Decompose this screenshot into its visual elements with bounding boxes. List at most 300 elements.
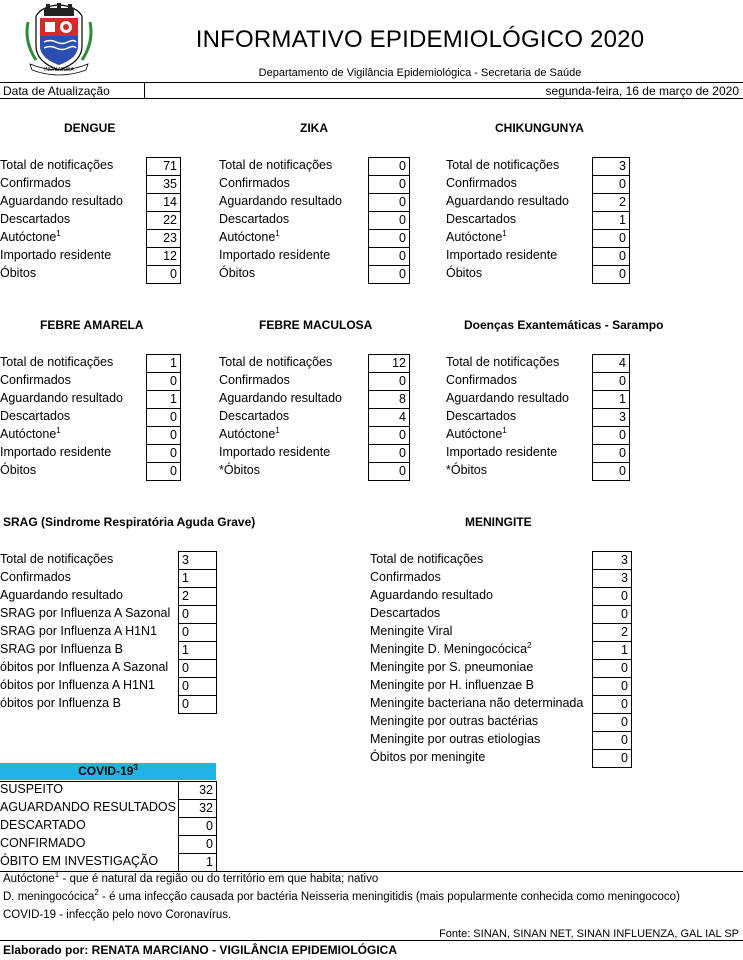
value-cell: 0 [368, 426, 410, 444]
value-cell: 1 [178, 641, 217, 659]
value-cell: 0 [146, 462, 181, 481]
table-row [0, 853, 219, 871]
row-label [219, 248, 330, 262]
row-label-text: Descartados [0, 409, 71, 423]
value-cell: 0 [592, 229, 630, 247]
value-cell: 0 [178, 605, 217, 623]
row-label [0, 445, 111, 459]
row-label-text: Descartados [370, 606, 441, 620]
row-label [219, 427, 280, 441]
table-row [0, 781, 219, 799]
row-label-text: Confirmados [370, 570, 441, 584]
row-label-text: Meningite bacteriana não determinada [370, 696, 584, 710]
row-label-text: Aguardando resultado [370, 588, 494, 602]
row-label [219, 391, 342, 405]
table-row [446, 354, 632, 372]
row-label [0, 836, 85, 850]
section-title: CHIKUNGUNYA [495, 121, 584, 135]
row-label-text: SUSPEITO [0, 782, 63, 796]
row-label [0, 427, 61, 441]
row-label-text: Aguardando resultado [219, 194, 343, 208]
row-label-text: Óbitos [446, 266, 483, 280]
value-cell: 0 [178, 659, 217, 677]
table-row [0, 265, 183, 283]
notes-divider [0, 871, 743, 872]
table-row [219, 462, 412, 480]
value-cell: 0 [592, 713, 632, 731]
table-row [370, 551, 634, 569]
value-cell: 0 [368, 229, 410, 247]
row-label [370, 552, 483, 566]
row-label-text: *Óbitos [219, 463, 260, 477]
row-label-text: Total de notificações [370, 552, 484, 566]
table-row [370, 605, 634, 623]
value-cell: 0 [592, 605, 632, 623]
table-row [446, 175, 632, 193]
table-row [0, 835, 219, 853]
table-row [219, 265, 412, 283]
value-cell: 0 [368, 372, 410, 390]
table-row [446, 211, 632, 229]
value-cell: 0 [592, 587, 632, 605]
section-title: MENINGITE [465, 515, 532, 529]
table-row [446, 372, 632, 390]
row-label-text: Confirmados [219, 373, 290, 387]
row-label-text: Total de notificações [446, 158, 560, 172]
row-label-text: SRAG por Influenza A H1N1 [0, 624, 158, 638]
table-row [0, 695, 219, 713]
value-cell: 0 [146, 426, 181, 444]
value-cell: 0 [368, 462, 410, 481]
row-label [219, 266, 255, 280]
table-row [0, 551, 219, 569]
value-cell: 0 [592, 175, 630, 193]
row-label [446, 266, 482, 280]
row-label [370, 570, 441, 584]
table-row [446, 462, 632, 480]
row-label [0, 800, 176, 814]
row-label-text: Meningite D. Meningocócica [370, 642, 528, 656]
logo-text: INDAIATUBA [44, 67, 74, 73]
value-cell: 0 [592, 444, 630, 462]
row-label-text: óbitos por Influenza B [0, 696, 121, 710]
row-label [0, 176, 71, 190]
value-cell: 1 [178, 853, 217, 872]
table-row [370, 749, 634, 767]
row-label-text: Autóctone [219, 230, 276, 244]
table-row [446, 408, 632, 426]
update-row [0, 82, 743, 99]
table-row [0, 354, 183, 372]
row-label-text: Meningite por outras etiologias [370, 732, 541, 746]
row-label-text: Total de notificações [0, 355, 114, 369]
row-label-text: Importado residente [219, 445, 331, 459]
table-row [370, 677, 634, 695]
row-label-text: Autóctone [446, 427, 503, 441]
note-autoctone-text: - que é natural da região ou do território em que habita; nativo [59, 873, 379, 885]
row-label-text: Confirmados [0, 570, 71, 584]
table-row [219, 354, 412, 372]
table-row [0, 390, 183, 408]
row-label-text: DESCARTADO [0, 818, 86, 832]
value-cell: 0 [368, 157, 410, 175]
row-label [446, 230, 507, 244]
row-label-text: Confirmados [219, 176, 290, 190]
table-row [446, 390, 632, 408]
value-cell: 8 [368, 390, 410, 408]
row-label-text: Autóctone [0, 230, 57, 244]
value-cell: 0 [592, 677, 632, 695]
row-label [0, 230, 61, 244]
row-label-text: SRAG por Influenza B [0, 642, 123, 656]
row-label-text: Autóctone [219, 427, 276, 441]
table-row [0, 659, 219, 677]
table-row [370, 731, 634, 749]
table-row [446, 193, 632, 211]
row-label [219, 212, 289, 226]
table-row [0, 462, 183, 480]
row-label-text: Total de notificações [0, 158, 114, 172]
row-label-text: Confirmados [0, 373, 71, 387]
table-row [0, 641, 219, 659]
row-label-text: SRAG por Influenza A Sazonal [0, 606, 171, 620]
row-label-text: Aguardando resultado [446, 194, 570, 208]
value-cell: 0 [178, 677, 217, 695]
row-label-text: Descartados [219, 212, 290, 226]
table-row [219, 211, 412, 229]
section-title: DENGUE [64, 121, 116, 135]
row-label-text: ÓBITO EM INVESTIGAÇÃO [0, 854, 159, 868]
value-cell: 35 [146, 175, 181, 193]
row-label [0, 696, 121, 710]
row-label [219, 463, 260, 477]
footnote-marker: 2 [527, 640, 532, 650]
table-row [0, 229, 183, 247]
footnote-marker: 1 [502, 425, 507, 435]
value-cell: 0 [592, 659, 632, 677]
value-cell: 0 [368, 265, 410, 284]
value-cell: 3 [178, 551, 217, 569]
row-label-text: Aguardando resultado [219, 391, 343, 405]
value-cell: 0 [146, 408, 181, 426]
row-label-text: Meningite Viral [370, 624, 453, 638]
row-label-text: Confirmados [446, 176, 517, 190]
row-label [219, 355, 332, 369]
page-title: INFORMATIVO EPIDEMIOLÓGICO 2020 [195, 26, 645, 53]
value-cell: 0 [592, 247, 630, 265]
row-label [446, 176, 517, 190]
table-row [370, 713, 634, 731]
table-row [0, 193, 183, 211]
row-label-text: Meningite por outras bactérias [370, 714, 539, 728]
author-divider [0, 940, 743, 941]
row-label-text: Descartados [0, 212, 71, 226]
note-meningo-text: - é uma infecção causada por bactéria Neisseria meningitidis (mais popularmente conhecida como meningococo) [98, 891, 680, 903]
row-label [0, 782, 63, 796]
value-cell: 0 [368, 193, 410, 211]
row-label [446, 463, 487, 477]
table-row [0, 444, 183, 462]
value-cell: 4 [592, 354, 630, 372]
row-label [219, 194, 342, 208]
row-label [370, 750, 485, 764]
table-row [370, 695, 634, 713]
row-label-text: Importado residente [0, 248, 112, 262]
row-label [219, 158, 332, 172]
table-row [446, 265, 632, 283]
covid-header [0, 763, 216, 780]
value-cell: 1 [592, 390, 630, 408]
table-row [370, 587, 634, 605]
row-label-text: Autóctone [446, 230, 503, 244]
row-label-text: Total de notificações [0, 552, 114, 566]
table-row [219, 408, 412, 426]
table-row [0, 587, 219, 605]
row-label [0, 194, 123, 208]
data-source: Fonte: SINAN, SINAN NET, SINAN INFLUENZA, GAL IAL SP [439, 928, 739, 940]
row-label-text: Importado residente [0, 445, 112, 459]
row-label-text: Descartados [219, 409, 290, 423]
value-cell: 23 [146, 229, 181, 247]
row-label [0, 606, 170, 620]
row-label [219, 445, 330, 459]
value-cell: 1 [592, 211, 630, 229]
row-label [0, 158, 113, 172]
value-cell: 1 [592, 641, 632, 659]
value-cell: 2 [592, 623, 632, 641]
table-row [0, 372, 183, 390]
row-label [370, 606, 440, 620]
row-label [0, 552, 113, 566]
table-row [0, 408, 183, 426]
section-title: SRAG (Sindrome Respiratória Aguda Grave) [3, 515, 256, 529]
table-row [219, 372, 412, 390]
row-label [0, 818, 86, 832]
row-label-text: Aguardando resultado [0, 194, 124, 208]
row-label-text: Total de notificações [219, 355, 333, 369]
table-row [0, 247, 183, 265]
value-cell: 0 [592, 695, 632, 713]
row-label [446, 248, 557, 262]
value-cell: 1 [178, 569, 217, 587]
row-label [370, 624, 452, 638]
value-cell: 2 [178, 587, 217, 605]
value-cell: 4 [368, 408, 410, 426]
author-credit: Elaborado por: RENATA MARCIANO - VIGILÂNCIA EPIDEMIOLÓGICA [3, 943, 397, 957]
row-label [0, 624, 157, 638]
value-cell: 32 [178, 781, 217, 799]
footnote-marker: 1 [56, 425, 61, 435]
table-row [0, 799, 219, 817]
row-label [0, 355, 113, 369]
update-label: Data de Atualização [3, 84, 110, 98]
row-label [219, 373, 290, 387]
value-cell: 0 [178, 695, 217, 714]
row-label [0, 463, 36, 477]
value-cell: 0 [592, 749, 632, 768]
value-cell: 0 [146, 444, 181, 462]
row-label [0, 660, 168, 674]
row-label-text: Autóctone [0, 427, 57, 441]
table-row [370, 659, 634, 677]
footnote-marker: 1 [275, 425, 280, 435]
row-label [0, 248, 111, 262]
row-label [370, 588, 493, 602]
row-label-text: Aguardando resultado [446, 391, 570, 405]
table-row [0, 211, 183, 229]
row-label [0, 642, 123, 656]
row-label [0, 266, 36, 280]
value-cell: 0 [178, 623, 217, 641]
row-label [219, 409, 289, 423]
row-label-text: Importado residente [219, 248, 331, 262]
row-label-text: Meningite por H. influenzae B [370, 678, 534, 692]
row-label-text: Confirmados [446, 373, 517, 387]
row-label [370, 642, 531, 656]
table-row [219, 229, 412, 247]
table-row [0, 677, 219, 695]
row-label [370, 732, 540, 746]
table-row [219, 193, 412, 211]
value-cell: 3 [592, 569, 632, 587]
row-label [446, 445, 557, 459]
row-label [0, 570, 71, 584]
note-meningococica: D. meningocócica$^2$ - é uma infecção causada por bactéria Neisseria meningitidis (mais popularmente conhecida como meningococo) [3, 888, 680, 903]
value-cell: 0 [368, 247, 410, 265]
table-row [370, 641, 634, 659]
table-row [446, 157, 632, 175]
table-row [0, 157, 183, 175]
row-label-text: Descartados [446, 409, 517, 423]
row-label-text: Meningite por S. pneumoniae [370, 660, 534, 674]
value-cell: 0 [592, 372, 630, 390]
value-cell: 0 [592, 462, 630, 481]
note-covid: COVID-19 - infecção pelo novo Coronavírus. [3, 909, 232, 921]
table-row [0, 817, 219, 835]
value-cell: 0 [368, 175, 410, 193]
value-cell: 1 [146, 390, 181, 408]
value-cell: 0 [146, 265, 181, 284]
row-label [219, 176, 290, 190]
footnote-marker: 1 [56, 228, 61, 238]
row-label [0, 409, 70, 423]
row-label-text: óbitos por Influenza A H1N1 [0, 678, 155, 692]
row-label [446, 427, 507, 441]
table-row [370, 569, 634, 587]
row-label-text: Aguardando resultado [0, 391, 124, 405]
row-label-text: Óbitos por meningite [370, 750, 486, 764]
table-row [446, 444, 632, 462]
row-label-text: Óbitos [219, 266, 256, 280]
table-row [219, 390, 412, 408]
table-row [219, 157, 412, 175]
value-cell: 0 [178, 817, 217, 835]
note-autoctone-term: Autóctone [3, 873, 55, 885]
row-label-text: óbitos por Influenza A Sazonal [0, 660, 169, 674]
table-row [219, 426, 412, 444]
value-cell: 12 [368, 354, 410, 372]
section-title: Doenças Exantemáticas - Sarampo [464, 318, 664, 332]
row-label [0, 212, 70, 226]
value-cell: 0 [178, 835, 217, 853]
value-cell: 2 [592, 193, 630, 211]
section-title: FEBRE AMARELA [40, 318, 144, 332]
row-label [446, 355, 559, 369]
value-cell: 32 [178, 799, 217, 817]
row-label [446, 158, 559, 172]
row-label-text: AGUARDANDO RESULTADOS [0, 800, 176, 814]
row-label-text: Importado residente [446, 248, 558, 262]
table-row [370, 623, 634, 641]
row-label-text: *Óbitos [446, 463, 487, 477]
row-label [219, 230, 280, 244]
covid-title: COVID-19 [78, 764, 134, 778]
value-cell: 12 [146, 247, 181, 265]
table-row [219, 175, 412, 193]
table-row [446, 247, 632, 265]
value-cell: 0 [592, 731, 632, 749]
value-cell: 71 [146, 157, 181, 175]
table-row [0, 175, 183, 193]
value-cell: 0 [146, 372, 181, 390]
row-label-text: Total de notificações [219, 158, 333, 172]
row-label-text: Óbitos [0, 266, 37, 280]
value-cell: 22 [146, 211, 181, 229]
update-date: segunda-feira, 16 de março de 2020 [545, 84, 739, 98]
covid-title-sup: 3 [133, 763, 138, 772]
table-row [446, 426, 632, 444]
note-autoctone: Autóctone$^1$ - que é natural da região ou do território em que habita; nativo [3, 870, 379, 885]
row-label [370, 678, 534, 692]
value-cell: 14 [146, 193, 181, 211]
value-cell: 0 [592, 426, 630, 444]
section-title: FEBRE MACULOSA [259, 318, 373, 332]
table-row [219, 444, 412, 462]
table-row [446, 229, 632, 247]
value-cell: 0 [368, 211, 410, 229]
row-label [446, 409, 516, 423]
row-label [446, 212, 516, 226]
table-row [0, 605, 219, 623]
row-label-text: Aguardando resultado [0, 588, 124, 602]
table-row [0, 623, 219, 641]
note-meningo-term: D. meningocócica [3, 891, 95, 903]
row-label [370, 696, 583, 710]
row-label [370, 714, 538, 728]
value-cell: 1 [146, 354, 181, 372]
table-row [0, 569, 219, 587]
update-divider [144, 83, 145, 99]
row-label [0, 588, 123, 602]
row-label-text: Total de notificações [446, 355, 560, 369]
row-label [0, 678, 155, 692]
footnote-marker: 1 [502, 228, 507, 238]
row-label [0, 373, 71, 387]
row-label-text: Importado residente [446, 445, 558, 459]
row-label-text: CONFIRMADO [0, 836, 86, 850]
row-label [0, 391, 123, 405]
section-title: ZIKA [300, 121, 328, 135]
value-cell: 0 [368, 444, 410, 462]
row-label-text: Descartados [446, 212, 517, 226]
covid-row-line [0, 781, 178, 782]
footnote-marker: 1 [275, 228, 280, 238]
row-label-text: Confirmados [0, 176, 71, 190]
row-label [0, 854, 158, 868]
table-row [219, 247, 412, 265]
row-label [370, 660, 533, 674]
table-row [0, 426, 183, 444]
